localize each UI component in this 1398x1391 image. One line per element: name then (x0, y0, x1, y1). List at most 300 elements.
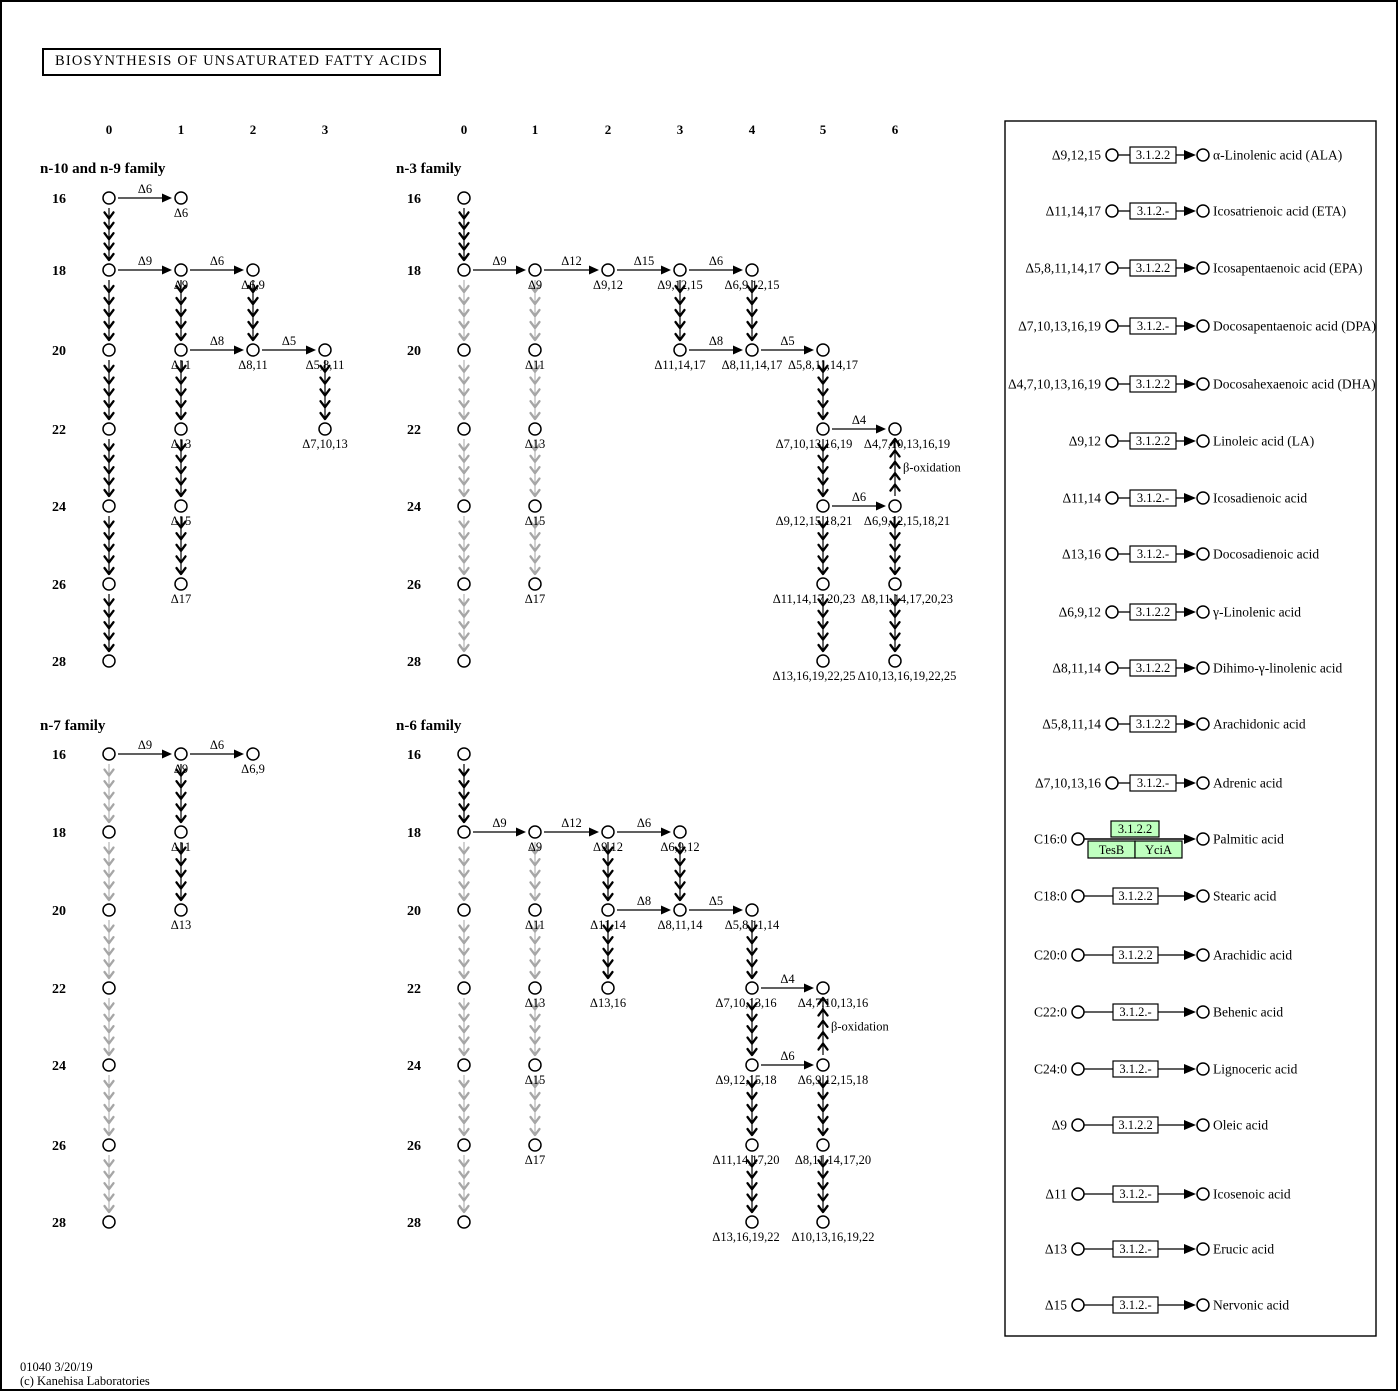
desaturation-label: Δ6 (209, 254, 225, 268)
compound-label: Δ9 (527, 278, 543, 292)
enzyme-label: 3.1.2.- (1136, 491, 1170, 505)
compound-node[interactable] (458, 826, 470, 838)
reaction-arrowhead (162, 266, 172, 275)
compound-node[interactable] (458, 655, 470, 667)
compound-node[interactable] (458, 1139, 470, 1151)
product-node[interactable] (1197, 149, 1209, 161)
enzyme-label: 3.1.2.2 (1135, 605, 1171, 619)
compound-node[interactable] (889, 655, 901, 667)
compound-node[interactable] (746, 1216, 758, 1228)
compound-node[interactable] (458, 264, 470, 276)
compound-label: Δ5,8,11 (305, 358, 345, 372)
column-header: 0 (105, 122, 113, 137)
family-title: n-6 family (396, 718, 462, 734)
legend-arrowhead (1184, 1064, 1196, 1074)
desaturation-label: Δ9 (492, 816, 507, 830)
column-header: 1 (531, 122, 539, 137)
substrate-node[interactable] (1106, 662, 1118, 674)
compound-name: Docosadienoic acid (1213, 546, 1320, 562)
substrate-label: Δ5,8,11,14,17 (1025, 260, 1101, 276)
compound-name: Adrenic acid (1213, 775, 1283, 791)
enzyme-label: 3.1.2.2 (1135, 717, 1171, 731)
compound-name: Erucic acid (1213, 1241, 1275, 1257)
reaction-arrowhead (516, 266, 526, 275)
product-node[interactable] (1197, 662, 1209, 674)
compound-name: Docosapentaenoic acid (DPA) (1213, 318, 1376, 334)
substrate-node[interactable] (1072, 1063, 1084, 1075)
column-header: 3 (321, 122, 329, 137)
compound-name: Icosapentaenoic acid (EPA) (1213, 260, 1363, 276)
compound-node[interactable] (175, 344, 187, 356)
compound-node[interactable] (817, 655, 829, 667)
substrate-node[interactable] (1106, 606, 1118, 618)
substrate-label: C22:0 (1033, 1004, 1067, 1020)
substrate-node[interactable] (1106, 777, 1118, 789)
enzyme-label: 3.1.2.2 (1118, 889, 1153, 903)
compound-label: Δ9,12 (593, 278, 623, 292)
compound-node[interactable] (247, 748, 259, 760)
compound-label: Δ11,14,17,20,23 (772, 592, 856, 606)
product-node[interactable] (1197, 1119, 1209, 1131)
compound-node[interactable] (103, 1139, 115, 1151)
compound-name: Arachidonic acid (1213, 716, 1306, 732)
enzyme-label: 3.1.2.- (1136, 547, 1170, 561)
substrate-node[interactable] (1072, 890, 1084, 902)
compound-label: Δ7,10,13 (302, 437, 348, 451)
compound-node[interactable] (175, 748, 187, 760)
compound-node[interactable] (746, 1059, 758, 1071)
pathway-title: BIOSYNTHESIS OF UNSATURATED FATTY ACIDS (55, 53, 429, 69)
substrate-node[interactable] (1072, 1119, 1084, 1131)
chain-length-label: 22 (52, 423, 66, 438)
compound-node[interactable] (103, 192, 115, 204)
desaturation-label: Δ4 (851, 413, 867, 427)
chain-length-label: 24 (52, 500, 66, 515)
chain-length-label: 18 (52, 826, 66, 841)
compound-node[interactable] (103, 578, 115, 590)
compound-node[interactable] (889, 500, 901, 512)
compound-node[interactable] (458, 500, 470, 512)
compound-node[interactable] (674, 264, 686, 276)
compound-node[interactable] (458, 982, 470, 994)
legend-arrowhead (1184, 150, 1196, 160)
column-header: 2 (604, 122, 612, 137)
compound-name: Nervonic acid (1213, 1297, 1290, 1313)
compound-node[interactable] (529, 423, 541, 435)
compound-label: Δ11,14,17 (654, 358, 706, 372)
product-node[interactable] (1197, 1006, 1209, 1018)
compound-node[interactable] (175, 578, 187, 590)
compound-node[interactable] (103, 500, 115, 512)
pathway-title-box (42, 48, 441, 76)
compound-label: Δ6,9 (241, 762, 265, 776)
compound-node[interactable] (175, 826, 187, 838)
chain-length-label: 26 (407, 578, 421, 593)
compound-node[interactable] (529, 1139, 541, 1151)
product-node[interactable] (1197, 949, 1209, 961)
legend-arrowhead (1184, 1120, 1196, 1130)
legend-arrowhead (1184, 1189, 1196, 1199)
compound-node[interactable] (103, 982, 115, 994)
compound-label: Δ6,9,12,15 (724, 278, 780, 292)
compound-node[interactable] (103, 748, 115, 760)
substrate-label: Δ9,12,15 (1051, 147, 1101, 163)
substrate-label: Δ11,14,17 (1045, 203, 1101, 219)
compound-node[interactable] (602, 826, 614, 838)
legend-arrowhead (1184, 663, 1196, 673)
chain-length-label: 22 (407, 982, 421, 997)
desaturation-label: Δ6 (137, 182, 153, 196)
product-node[interactable] (1197, 1299, 1209, 1311)
substrate-node[interactable] (1106, 548, 1118, 560)
column-header: 6 (891, 122, 899, 137)
compound-node[interactable] (103, 904, 115, 916)
reaction-arrowhead (804, 984, 814, 993)
substrate-node[interactable] (1072, 833, 1084, 845)
substrate-label: Δ15 (1044, 1297, 1067, 1313)
chain-length-label: 18 (407, 264, 421, 279)
compound-node[interactable] (458, 1059, 470, 1071)
legend-arrowhead (1184, 778, 1196, 788)
desaturation-label: Δ4 (780, 972, 795, 986)
chain-length-label: 24 (52, 1059, 66, 1074)
compound-node[interactable] (175, 264, 187, 276)
legend-arrowhead (1184, 719, 1196, 729)
enzyme-label: 3.1.2.2 (1135, 377, 1171, 391)
substrate-label: C18:0 (1033, 888, 1067, 904)
compound-label: Δ4,7,10,13,16,19 (863, 437, 951, 451)
product-node[interactable] (1197, 606, 1209, 618)
compound-label: Δ15 (524, 1073, 546, 1087)
reaction-arrowhead (589, 828, 599, 837)
substrate-node[interactable] (1106, 149, 1118, 161)
chain-length-label: 20 (407, 344, 421, 359)
compound-node[interactable] (103, 344, 115, 356)
enzyme-label: 3.1.2.- (1136, 776, 1170, 790)
compound-node[interactable] (529, 578, 541, 590)
compound-node[interactable] (674, 344, 686, 356)
compound-node[interactable] (746, 344, 758, 356)
legend-arrowhead (1184, 549, 1196, 559)
compound-node[interactable] (746, 982, 758, 994)
family-title: n-3 family (396, 161, 462, 177)
compound-node[interactable] (458, 423, 470, 435)
compound-node[interactable] (103, 1216, 115, 1228)
compound-label: Δ8,11,14,17,20,23 (861, 592, 953, 606)
compound-node[interactable] (602, 904, 614, 916)
compound-node[interactable] (889, 423, 901, 435)
substrate-node[interactable] (1106, 378, 1118, 390)
beta-oxidation-label: β-oxidation (903, 460, 961, 475)
compound-label: Δ17 (524, 592, 546, 606)
compound-label: Δ6,9,12,15,18,21 (863, 514, 951, 528)
compound-node[interactable] (674, 826, 686, 838)
compound-node[interactable] (746, 264, 758, 276)
substrate-node[interactable] (1106, 205, 1118, 217)
compound-label: Δ6,9,12 (660, 840, 700, 854)
compound-node[interactable] (817, 423, 829, 435)
compound-node[interactable] (529, 344, 541, 356)
compound-label: Δ9,12,15,18,21 (775, 514, 853, 528)
product-node[interactable] (1197, 205, 1209, 217)
compound-node[interactable] (103, 655, 115, 667)
chain-length-label: 20 (52, 904, 66, 919)
legend-arrowhead (1184, 436, 1196, 446)
compound-name: Icosatrienoic acid (ETA) (1213, 203, 1347, 219)
product-node[interactable] (1197, 833, 1209, 845)
chain-length-label: 16 (407, 192, 421, 207)
desaturation-label: Δ8 (636, 894, 652, 908)
legend-arrowhead (1184, 950, 1196, 960)
compound-node[interactable] (247, 344, 259, 356)
substrate-node[interactable] (1106, 262, 1118, 274)
desaturation-label: Δ6 (780, 1049, 795, 1063)
enzyme-label: 3.1.2.- (1119, 1242, 1152, 1256)
compound-node[interactable] (529, 264, 541, 276)
substrate-node[interactable] (1072, 1188, 1084, 1200)
chain-length-label: 18 (52, 264, 66, 279)
chain-length-label: 28 (407, 1216, 421, 1231)
chain-length-label: 20 (407, 904, 421, 919)
reaction-arrowhead (589, 266, 599, 275)
compound-label: Δ9,12,15,18 (715, 1073, 777, 1087)
compound-node[interactable] (458, 578, 470, 590)
compound-label: Δ15 (170, 514, 192, 528)
substrate-node[interactable] (1072, 1006, 1084, 1018)
compound-label: Δ8,11,14,17 (721, 358, 783, 372)
legend-arrowhead (1184, 891, 1196, 901)
compound-label: Δ10,13,16,19,22 (791, 1230, 875, 1244)
compound-name: γ-Linolenic acid (1213, 604, 1302, 620)
chain-length-label: 18 (407, 826, 421, 841)
enzyme-label: 3.1.2.2 (1118, 948, 1153, 962)
product-node[interactable] (1197, 435, 1209, 447)
compound-node[interactable] (817, 1139, 829, 1151)
substrate-label: Δ9 (1051, 1117, 1067, 1133)
desaturation-label: Δ9 (137, 254, 153, 268)
desaturation-label: Δ12 (561, 254, 582, 268)
chain-length-label: 28 (52, 655, 66, 670)
compound-label: Δ13 (524, 437, 546, 451)
chain-length-label: 16 (407, 748, 421, 763)
reaction-arrowhead (234, 750, 244, 759)
product-node[interactable] (1197, 1063, 1209, 1075)
chain-length-label: 24 (407, 500, 421, 515)
substrate-node[interactable] (1106, 718, 1118, 730)
product-node[interactable] (1197, 718, 1209, 730)
compound-node[interactable] (319, 344, 331, 356)
product-node[interactable] (1197, 378, 1209, 390)
compound-node[interactable] (175, 904, 187, 916)
compound-name: Linoleic acid (LA) (1213, 433, 1315, 449)
compound-node[interactable] (746, 904, 758, 916)
footer-copyright: (c) Kanehisa Laboratories (20, 1374, 150, 1388)
product-node[interactable] (1197, 890, 1209, 902)
compound-label: Δ7,10,13,16 (715, 996, 777, 1010)
substrate-node[interactable] (1072, 1243, 1084, 1255)
compound-name: Dihimo-γ-linolenic acid (1213, 660, 1343, 676)
compound-node[interactable] (817, 1059, 829, 1071)
substrate-node[interactable] (1072, 949, 1084, 961)
compound-node[interactable] (103, 826, 115, 838)
desaturation-label: Δ9 (137, 738, 153, 752)
compound-label: Δ11,14,17,20 (712, 1153, 780, 1167)
substrate-label: C16:0 (1033, 831, 1067, 847)
compound-node[interactable] (674, 904, 686, 916)
compound-label: Δ11 (170, 840, 192, 854)
enzyme-label: 3.1.2.2 (1135, 434, 1171, 448)
compound-node[interactable] (889, 578, 901, 590)
product-node[interactable] (1197, 548, 1209, 560)
enzyme-label: 3.1.2.- (1119, 1062, 1152, 1076)
compound-name: α-Linolenic acid (ALA) (1213, 147, 1343, 163)
compound-node[interactable] (175, 500, 187, 512)
chain-length-label: 28 (52, 1216, 66, 1231)
compound-node[interactable] (458, 748, 470, 760)
reaction-arrowhead (234, 266, 244, 275)
reaction-arrowhead (162, 194, 172, 203)
substrate-label: Δ13,16 (1061, 546, 1101, 562)
substrate-label: Δ8,11,14 (1052, 660, 1101, 676)
desaturation-label: Δ6 (209, 738, 225, 752)
compound-name: Stearic acid (1213, 888, 1277, 904)
substrate-node[interactable] (1072, 1299, 1084, 1311)
substrate-label: Δ6,9,12 (1058, 604, 1101, 620)
compound-label: Δ8,11,14,17,20 (794, 1153, 872, 1167)
footer-map-id: 01040 3/20/19 (20, 1360, 93, 1374)
compound-node[interactable] (175, 192, 187, 204)
chain-length-label: 28 (407, 655, 421, 670)
reaction-arrowhead (804, 346, 814, 355)
legend-arrowhead (1184, 321, 1196, 331)
product-node[interactable] (1197, 777, 1209, 789)
chain-length-label: 24 (407, 1059, 421, 1074)
compound-node[interactable] (817, 1216, 829, 1228)
compound-label: Δ17 (170, 592, 192, 606)
enzyme-label: 3.1.2.2 (1135, 148, 1171, 162)
compound-node[interactable] (458, 192, 470, 204)
compound-label: Δ9 (173, 762, 189, 776)
product-node[interactable] (1197, 1243, 1209, 1255)
enzyme-label: 3.1.2.- (1119, 1005, 1152, 1019)
compound-node[interactable] (817, 500, 829, 512)
enzyme-label: 3.1.2.2 (1118, 1118, 1153, 1132)
chain-length-label: 22 (52, 982, 66, 997)
compound-node[interactable] (529, 1059, 541, 1071)
compound-node[interactable] (247, 264, 259, 276)
compound-label: Δ4,7,10,13,16 (797, 996, 869, 1010)
substrate-node[interactable] (1106, 492, 1118, 504)
compound-node[interactable] (529, 982, 541, 994)
compound-name: Icosadienoic acid (1213, 490, 1308, 506)
compound-node[interactable] (458, 904, 470, 916)
enzyme-label: 3.1.2.- (1119, 1298, 1152, 1312)
compound-name: Oleic acid (1213, 1117, 1269, 1133)
substrate-label: Δ13 (1044, 1241, 1067, 1257)
compound-node[interactable] (602, 264, 614, 276)
desaturation-label: Δ8 (209, 334, 225, 348)
compound-node[interactable] (529, 500, 541, 512)
compound-node[interactable] (817, 578, 829, 590)
reaction-arrowhead (876, 425, 886, 434)
pathway-canvas (2, 2, 1398, 1391)
column-header: 1 (177, 122, 185, 137)
compound-node[interactable] (103, 1059, 115, 1071)
compound-node[interactable] (817, 982, 829, 994)
compound-node[interactable] (319, 423, 331, 435)
compound-node[interactable] (529, 826, 541, 838)
compound-label: Δ8,11 (238, 358, 268, 372)
reaction-arrowhead (516, 828, 526, 837)
legend-arrowhead (1184, 1244, 1196, 1254)
substrate-label: Δ5,8,11,14 (1042, 716, 1101, 732)
product-node[interactable] (1197, 1188, 1209, 1200)
legend-arrowhead (1184, 493, 1196, 503)
compound-node[interactable] (602, 982, 614, 994)
product-node[interactable] (1197, 492, 1209, 504)
column-header: 0 (460, 122, 468, 137)
compound-node[interactable] (458, 344, 470, 356)
compound-node[interactable] (103, 423, 115, 435)
desaturation-label: Δ12 (561, 816, 582, 830)
compound-node[interactable] (529, 904, 541, 916)
reaction-arrowhead (162, 750, 172, 759)
product-node[interactable] (1197, 320, 1209, 332)
legend-arrowhead (1184, 1007, 1196, 1017)
desaturation-label: Δ15 (633, 254, 655, 268)
compound-node[interactable] (817, 344, 829, 356)
compound-label: Δ6 (173, 206, 189, 220)
substrate-node[interactable] (1106, 320, 1118, 332)
beta-oxidation-label: β-oxidation (831, 1019, 889, 1034)
compound-label: Δ6,9,12,15,18 (797, 1073, 869, 1087)
product-node[interactable] (1197, 262, 1209, 274)
compound-node[interactable] (103, 264, 115, 276)
reaction-arrowhead (306, 346, 316, 355)
desaturation-label: Δ5 (708, 894, 724, 908)
compound-name: Behenic acid (1213, 1004, 1284, 1020)
compound-label: Δ5,8,11,14,17 (787, 358, 859, 372)
compound-label: Δ17 (524, 1153, 546, 1167)
compound-node[interactable] (458, 1216, 470, 1228)
substrate-label: Δ11,14 (1062, 490, 1101, 506)
reaction-arrowhead (804, 1061, 814, 1070)
compound-label: Δ9 (173, 278, 189, 292)
reaction-arrowhead (733, 906, 743, 915)
legend-arrowhead (1184, 379, 1196, 389)
column-header: 5 (819, 122, 827, 137)
compound-node[interactable] (746, 1139, 758, 1151)
compound-label: Δ13,16,19,22 (712, 1230, 780, 1244)
compound-node[interactable] (175, 423, 187, 435)
compound-label: Δ13 (170, 918, 192, 932)
compound-name: Icosenoic acid (1213, 1186, 1291, 1202)
compound-label: Δ6,9 (241, 278, 265, 292)
reaction-arrowhead (661, 828, 671, 837)
reaction-arrowhead (661, 906, 671, 915)
gene-label: TesB (1098, 843, 1125, 857)
compound-label: Δ13,16 (589, 996, 627, 1010)
desaturation-label: Δ8 (708, 334, 724, 348)
chain-length-label: 20 (52, 344, 66, 359)
legend-arrowhead (1184, 206, 1196, 216)
compound-label: Δ11 (524, 358, 546, 372)
reaction-arrowhead (876, 502, 886, 511)
compound-label: Δ9,12,15 (657, 278, 703, 292)
family-title: n-7 family (40, 718, 106, 734)
enzyme-label: 3.1.2.2 (1135, 661, 1171, 675)
substrate-node[interactable] (1106, 435, 1118, 447)
